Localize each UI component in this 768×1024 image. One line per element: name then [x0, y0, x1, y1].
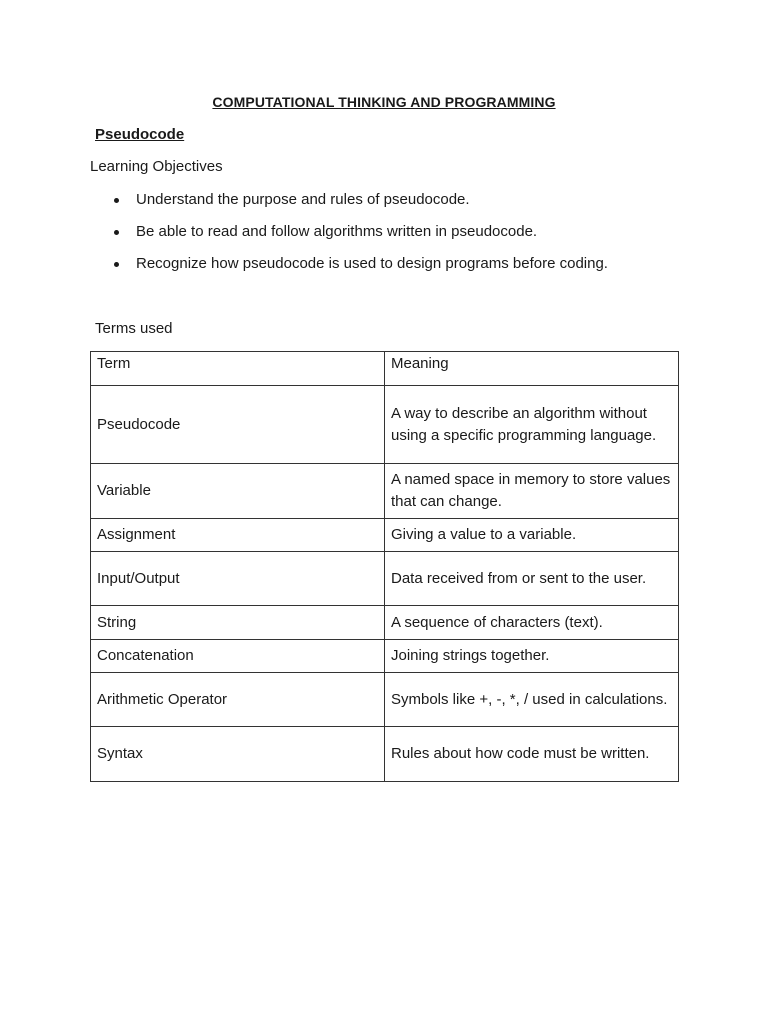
- bullet-icon: [114, 198, 119, 203]
- header-term: Term: [91, 352, 385, 386]
- term-cell: String: [91, 606, 385, 640]
- term-cell: Arithmetic Operator: [91, 673, 385, 727]
- term-cell: Syntax: [91, 727, 385, 782]
- table-row: [91, 673, 679, 727]
- term-cell: Input/Output: [91, 552, 385, 606]
- meaning-cell: A way to describe an algorithm without using a specific programming language.: [385, 386, 679, 464]
- meaning-cell: Rules about how code must be written.: [385, 727, 679, 782]
- objective-text: Recognize how pseudocode is used to design programs before coding.: [136, 255, 608, 272]
- objective-text: Be able to read and follow algorithms written in pseudocode.: [136, 223, 538, 240]
- page-title: COMPUTATIONAL THINKING AND PROGRAMMING: [212, 94, 556, 110]
- objectives-list: [110, 190, 608, 286]
- term-cell: Variable: [91, 464, 385, 519]
- terms-table: [90, 351, 679, 782]
- meaning-cell: Data received from or sent to the user.: [385, 552, 679, 606]
- list-item: [110, 190, 608, 222]
- table-row: [91, 640, 679, 673]
- objective-text: Understand the purpose and rules of pseudocode.: [136, 191, 470, 208]
- meaning-cell: A named space in memory to store values that can change.: [385, 464, 679, 519]
- meaning-cell: A sequence of characters (text).: [385, 606, 679, 640]
- table-row: [91, 519, 679, 552]
- header-meaning: Meaning: [385, 352, 679, 386]
- term-cell: Pseudocode: [91, 386, 385, 464]
- table-row: [91, 464, 679, 519]
- section-heading: Pseudocode: [95, 126, 185, 143]
- meaning-cell: Symbols like +, -, *, / used in calculations.: [385, 673, 679, 727]
- terms-label: Terms used: [95, 320, 173, 337]
- bullet-icon: [114, 262, 119, 267]
- table-row: [91, 552, 679, 606]
- objectives-label: Learning Objectives: [90, 158, 223, 175]
- list-item: [110, 222, 608, 254]
- term-cell: Concatenation: [91, 640, 385, 673]
- table-row: [91, 606, 679, 640]
- bullet-icon: [114, 230, 119, 235]
- table-row: [91, 386, 679, 464]
- list-item: [110, 254, 608, 286]
- meaning-cell: Giving a value to a variable.: [385, 519, 679, 552]
- table-header-row: [91, 352, 679, 386]
- meaning-cell: Joining strings together.: [385, 640, 679, 673]
- table-row: [91, 727, 679, 782]
- term-cell: Assignment: [91, 519, 385, 552]
